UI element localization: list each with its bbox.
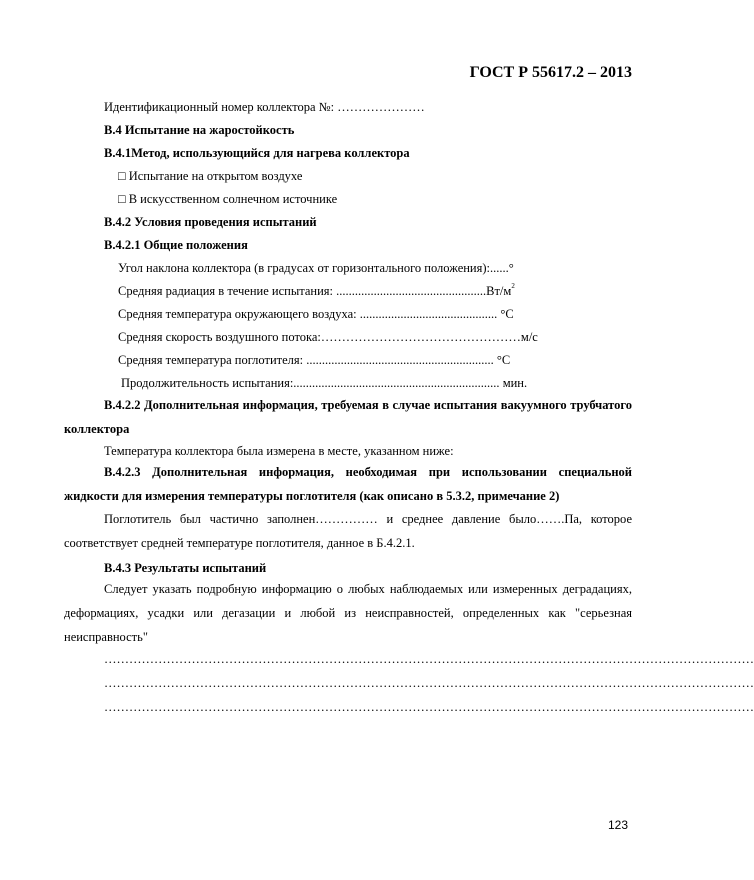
collector-id-line xyxy=(104,100,425,114)
field-label: Средняя температура окружающего воздуха: ............................................ xyxy=(118,307,498,321)
section-b41-heading: В.4.1Метод, использующийся для нагрева коллектора xyxy=(104,146,410,160)
field-tilt-angle xyxy=(118,261,514,275)
field-label: Продолжительность испытания:.................................................................. xyxy=(121,376,500,390)
field-unit: м/с xyxy=(520,330,538,344)
field-unit: Вт/м xyxy=(486,284,512,298)
dotted-line: ………………………………………………………………………………………………………………………………………… xyxy=(104,700,754,714)
document-header: ГОСТ Р 55617.2 – 2013 xyxy=(469,64,632,81)
collector-id-value: ………………… xyxy=(337,100,425,114)
field-unit: °С xyxy=(497,307,514,321)
section-b43-heading: В.4.3 Результаты испытаний xyxy=(104,561,267,575)
section-b423-heading: В.4.2.3 Дополнительная информация, необходимая при использовании специальной жидкости для измерения температуры поглотителя (как описано в 5.3.2, примечание 2) xyxy=(64,465,632,503)
section-b43-text: Следует указать подробную информацию о любых наблюдаемых или измеренных деградациях, деформациях, усадки или дегазации и любой из неисправностей, определенных как "серьезная неисправность" xyxy=(64,582,632,644)
dotted-line: ………………………………………………………………………………………………………………………………………… xyxy=(104,676,754,690)
checkbox-icon: □ xyxy=(118,169,126,183)
section-b421-heading: В.4.2.1 Общие положения xyxy=(104,238,248,252)
field-unit: °С xyxy=(493,353,511,367)
checkbox-icon: □ xyxy=(118,192,126,206)
field-unit-superscript: 2 xyxy=(511,282,515,290)
dotted-line: ………………………………………………………………………………………………………………………………………… xyxy=(104,652,754,666)
page-number: 123 xyxy=(607,818,628,832)
collector-id-label: Идентификационный номер коллектора №: xyxy=(104,100,335,114)
section-b4-heading: В.4 Испытание на жаростойкость xyxy=(104,123,295,137)
field-label: Угол наклона коллектора (в градусах от горизонтального положения):...... xyxy=(118,261,509,275)
field-duration xyxy=(121,376,527,390)
option-artificial-source xyxy=(118,192,337,206)
field-unit: ° xyxy=(508,261,514,275)
section-b422-text: Температура коллектора была измерена в месте, указанном ниже: xyxy=(104,444,454,458)
field-label: Средняя скорость воздушного потока:………………………………………… xyxy=(118,330,521,344)
field-radiation xyxy=(118,284,515,298)
option-label: Испытание на открытом воздухе xyxy=(128,169,303,183)
section-b423-text: Поглотитель был частично заполнен…………… и среднее давление было…….Па, которое соответствует средней температуре поглотителя, данное в Б.4.2.1. xyxy=(64,512,632,550)
section-b42-heading: В.4.2 Условия проведения испытаний xyxy=(104,215,317,229)
field-unit: мин. xyxy=(499,376,528,390)
field-air-speed xyxy=(118,330,538,344)
field-label: Средняя радиация в течение испытания: ................................................ xyxy=(118,284,487,298)
field-absorber-temp xyxy=(118,353,510,367)
option-open-air xyxy=(118,169,302,183)
field-label: Средняя температура поглотителя: ............................................................ xyxy=(118,353,494,367)
option-label: В искусственном солнечном источнике xyxy=(128,192,338,206)
field-ambient-temp xyxy=(118,307,514,321)
section-b422-heading: В.4.2.2 Дополнительная информация, требуемая в случае испытания вакуумного трубчатого коллектора xyxy=(64,398,632,436)
